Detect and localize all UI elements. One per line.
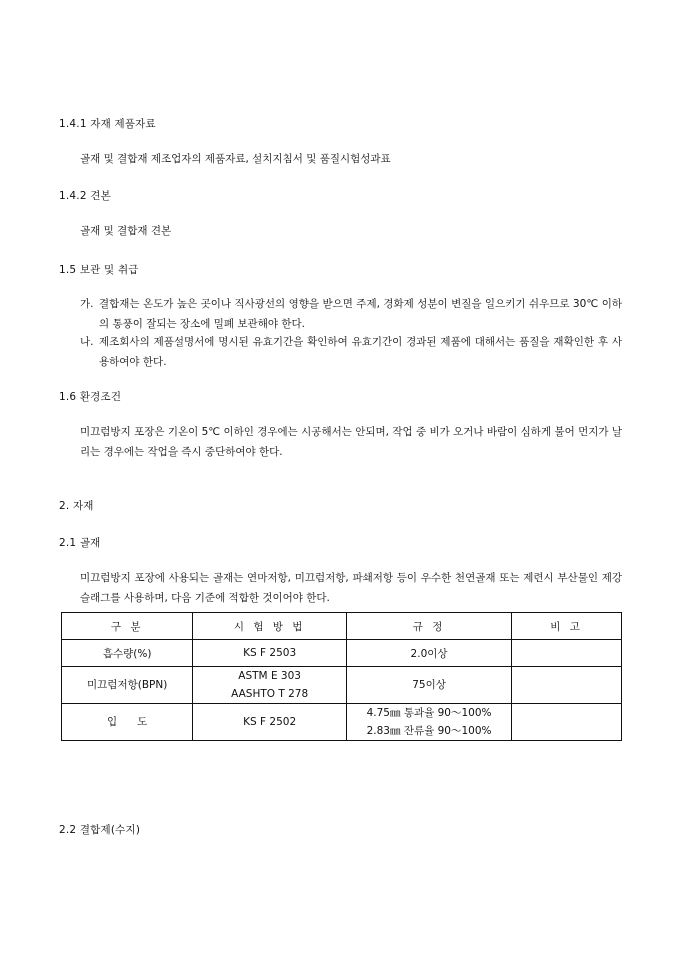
cell-note — [512, 704, 622, 741]
cell-note — [512, 667, 622, 704]
cell-spec — [346, 640, 511, 667]
cell-line: AASHTO T 278 — [231, 688, 309, 700]
table-row — [62, 704, 622, 741]
col-header-test-method: 시 험 방 법 — [193, 613, 347, 640]
cell-line: 2.83㎜ 잔류율 90～100% — [366, 725, 492, 737]
col-header-category: 구 분 — [62, 613, 193, 640]
section-1-4-1-body: 골재 및 결합재 제조업자의 제품자료, 설치지침서 및 품질시험성과표 — [80, 153, 391, 165]
cell-spec — [346, 667, 511, 704]
cell-method — [193, 667, 347, 704]
aggregate-spec-table — [61, 612, 622, 741]
list-marker: 가. — [80, 298, 94, 310]
section-2-1-heading: 2.1 골재 — [59, 537, 101, 549]
col-header-remarks: 비 고 — [512, 613, 622, 640]
list-item-text: 제조회사의 제품설명서에 명시된 유효기간을 확인하여 유효기간이 경과된 제품에 대해서는 품질을 재확인한 후 사용하여야 한다. — [99, 336, 622, 368]
section-2-heading: 2. 자재 — [59, 500, 94, 512]
cell-item: 입 도 — [62, 704, 193, 741]
list-item — [80, 332, 622, 372]
list-marker: 나. — [80, 336, 94, 348]
col-header-requirement: 규 정 — [346, 613, 511, 640]
list-item — [80, 294, 622, 334]
cell-method — [193, 640, 347, 667]
cell-item: 흡수량(%) — [62, 640, 193, 667]
section-1-5-heading: 1.5 보관 및 취급 — [59, 264, 139, 276]
table-row — [62, 640, 622, 667]
cell-line: 4.75㎜ 통과율 90～100% — [366, 707, 492, 719]
cell-item: 미끄럼저항(BPN) — [62, 667, 193, 704]
table-row — [62, 667, 622, 704]
section-1-4-1-heading: 1.4.1 자재 제품자료 — [59, 118, 156, 130]
cell-spec — [346, 704, 511, 741]
section-2-1-body: 미끄럼방지 포장에 사용되는 골재는 연마저항, 미끄럼저항, 파쇄저항 등이 우수한 천연골재 또는 제련시 부산물인 제강슬래그를 사용하며, 다음 기준에 적합한 것이어야 한다. — [80, 572, 622, 604]
cell-line: 75이상 — [412, 679, 446, 691]
cell-line: 2.0이상 — [410, 647, 448, 660]
cell-note — [512, 640, 622, 667]
section-1-4-2-body: 골재 및 결합재 견본 — [80, 225, 172, 237]
cell-line: ASTM E 303 — [238, 670, 301, 682]
cell-line: KS F 2503 — [243, 647, 297, 659]
section-1-6-heading: 1.6 환경조건 — [59, 391, 122, 403]
cell-line: KS F 2502 — [243, 716, 297, 728]
section-1-4-2-heading: 1.4.2 견본 — [59, 190, 111, 202]
table-header-row — [62, 613, 622, 640]
cell-method — [193, 704, 347, 741]
section-1-6-body: 미끄럼방지 포장은 기온이 5℃ 이하인 경우에는 시공해서는 안되며, 작업 중 비가 오거나 바람이 심하게 불어 먼지가 날리는 경우에는 작업을 즉시 중단하여야 한다. — [80, 426, 622, 458]
list-item-text: 결합재는 온도가 높은 곳이나 직사광선의 영향을 받으면 주제, 경화제 성분이 변질을 일으키기 쉬우므로 30℃ 이하의 통풍이 잘되는 장소에 밀폐 보관해야 한다. — [99, 298, 622, 330]
section-2-2-heading: 2.2 결합제(수지) — [59, 824, 141, 836]
